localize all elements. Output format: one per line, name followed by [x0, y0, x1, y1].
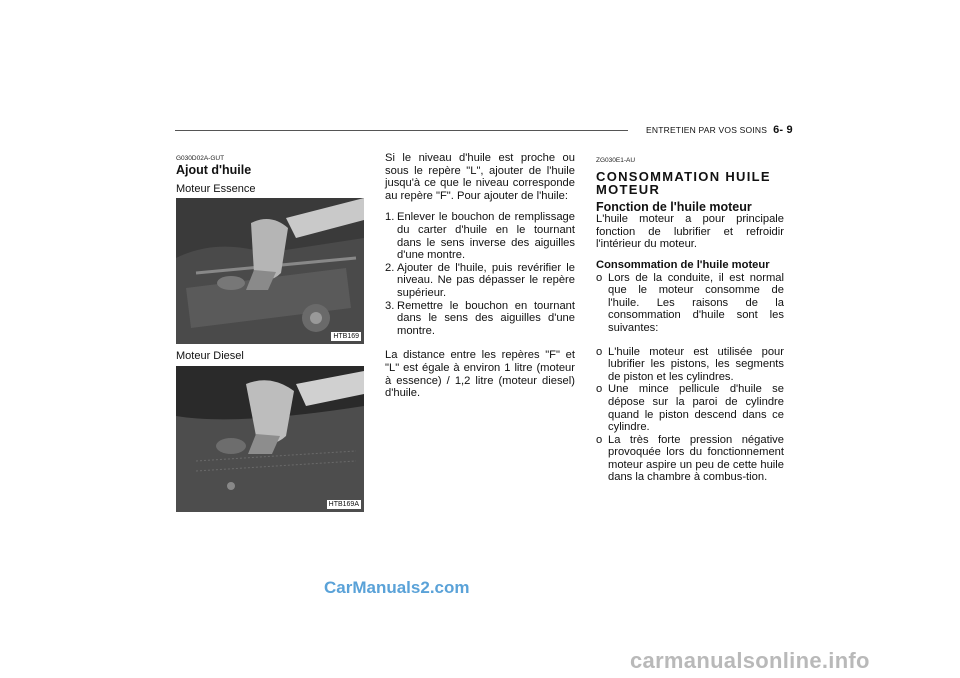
step-text: Enlever le bouchon de remplissage du carter d'huile en le tournant dans le sens inverse des aiguilles d'une montre. — [397, 211, 575, 262]
watermark-carmanualsonline[interactable]: carmanualsonline.info — [630, 648, 870, 673]
step-number: 2. — [385, 261, 395, 274]
list-item — [596, 434, 784, 484]
section-title-consumption: CONSOMMATION HUILE MOTEUR — [596, 168, 771, 198]
engine-essence-illustration — [176, 198, 364, 344]
list-item — [596, 383, 784, 433]
bullet-mark: o — [596, 271, 603, 284]
subsection-title: Fonction de l'huile moteur — [596, 199, 752, 214]
intro-paragraph: Si le niveau d'huile est proche ou sous le repère "L", ajouter de l'huile jusqu'à ce que le niveau corresponde au repère "F". Pour ajouter de l'huile: — [385, 152, 575, 202]
engine-photo-diesel — [176, 366, 364, 512]
list-item — [385, 211, 575, 261]
section-title-oil: Ajout d'huile — [176, 163, 252, 177]
header-rule — [175, 130, 628, 131]
steps-list — [385, 211, 575, 337]
bullet-text: L'huile moteur est utilisée pour lubrifier les pistons, les segments de piston et les cylindres. — [608, 345, 784, 383]
figure-tag: HTB169A — [328, 501, 359, 508]
step-number: 1. — [385, 211, 395, 224]
consumption-heading: Consommation de l'huile moteur — [596, 258, 770, 271]
step-text: Remettre le bouchon en tournant dans le sens des aiguilles d'une montre. — [397, 299, 575, 337]
oil-add-instructions — [385, 152, 575, 400]
list-item — [596, 346, 784, 384]
list-item — [596, 272, 784, 335]
engine-diesel-illustration — [176, 366, 364, 512]
bullet-mark: o — [596, 345, 603, 358]
page-number: 6- 9 — [773, 124, 793, 136]
label-diesel: Moteur Diesel — [176, 350, 244, 362]
bullet-mark: o — [596, 433, 603, 446]
oil-consumption-section — [596, 155, 784, 484]
list-item — [385, 300, 575, 338]
page-header — [646, 124, 793, 136]
section-code: ZG030E1-AU — [596, 157, 636, 164]
engine-photo-essence — [176, 198, 364, 344]
outro-paragraph: La distance entre les repères "F" et "L" est égale à environ 1 litre (moteur à essence) / 1,2 litre (moteur diesel) d'huile. — [385, 349, 575, 400]
figure-tag: HTB169 — [333, 333, 359, 340]
bullet-text: Une mince pellicule d'huile se dépose sur la paroi de cylindre quand le piston descend dans ce cylindre. — [608, 383, 784, 434]
step-number: 3. — [385, 299, 395, 312]
section-code: G030D02A-GUT — [176, 155, 225, 162]
label-essence: Moteur Essence — [176, 183, 256, 195]
bullet-text: La très forte pression négative provoquée lors du fonctionnement moteur aspire un peu de cette huile dans la chambre à combus-tion. — [608, 433, 784, 484]
section-title: ENTRETIEN PAR VOS SOINS — [646, 125, 768, 135]
step-text: Ajouter de l'huile, puis revérifier le niveau. Ne pas dépasser le repère supérieur. — [397, 261, 575, 299]
watermark-carmanuals2[interactable]: CarManuals2.com — [324, 578, 470, 597]
list-item — [385, 262, 575, 300]
function-paragraph: L'huile moteur a pour principale fonction de lubrifier et refroidir l'intérieur du moteur. — [596, 213, 784, 251]
bullet-text: Lors de la conduite, il est normal que le moteur consomme de l'huile. Les raisons de la consommation d'huile sont les suivantes: — [608, 271, 784, 334]
bullet-mark: o — [596, 383, 603, 396]
consumption-list — [596, 272, 784, 485]
